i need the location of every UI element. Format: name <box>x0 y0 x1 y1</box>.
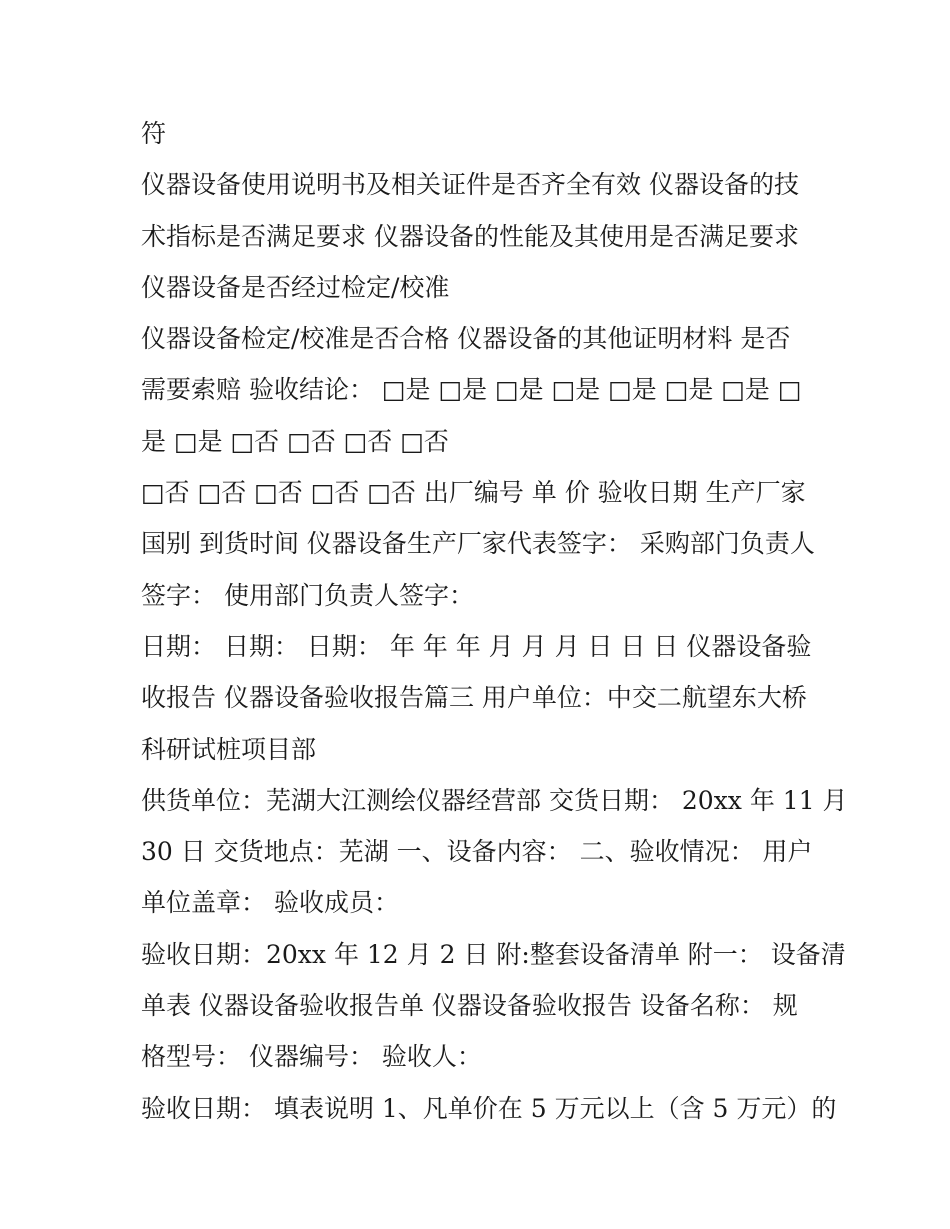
text-line: □否 □否 □否 □否 □否 出厂编号 单 价 验收日期 生产厂家 <box>141 478 806 508</box>
text-line: 验收日期：20xx 年 12 月 2 日 附:整套设备清单 附一： 设备清 <box>141 939 846 969</box>
text-line: 仪器设备是否经过检定/校准 <box>141 272 450 302</box>
text-line: 需要索赔 验收结论： □是 □是 □是 □是 □是 □是 □是 □ <box>141 375 802 405</box>
text-line: 30 日 交货地点：芜湖 一、设备内容： 二、验收情况： 用户 <box>141 837 813 867</box>
text-line: 术指标是否满足要求 仪器设备的性能及其使用是否满足要求 <box>141 221 799 251</box>
text-line: 日期： 日期： 日期： 年 年 年 月 月 月 日 日 日 仪器设备验 <box>141 631 812 661</box>
text-line: 科研试桩项目部 <box>141 734 317 764</box>
text-line: 仪器设备使用说明书及相关证件是否齐全有效 仪器设备的技 <box>141 170 799 200</box>
text-line: 验收日期： 填表说明 1、凡单价在 5 万元以上（含 5 万元）的 <box>141 1093 837 1123</box>
text-line: 格型号： 仪器编号： 验收人： <box>141 1042 482 1072</box>
text-line: 单表 仪器设备验收报告单 仪器设备验收报告 设备名称： 规 <box>141 991 798 1021</box>
text-line: 供货单位：芜湖大江测绘仪器经营部 交货日期： 20xx 年 11 月 <box>141 785 848 815</box>
text-line: 仪器设备检定/校准是否合格 仪器设备的其他证明材料 是否 <box>141 324 791 354</box>
text-line: 是 □是 □否 □否 □否 □否 <box>141 426 449 456</box>
text-line: 签字： 使用部门负责人签字： <box>141 580 474 610</box>
text-line: 收报告 仪器设备验收报告篇三 用户单位：中交二航望东大桥 <box>141 683 807 713</box>
text-line: 符 <box>141 119 167 148</box>
document-body <box>141 108 848 1134</box>
text-line: 单位盖章： 验收成员： <box>141 888 399 918</box>
text-line: 国别 到货时间 仪器设备生产厂家代表签字： 采购部门负责人 <box>141 529 815 559</box>
